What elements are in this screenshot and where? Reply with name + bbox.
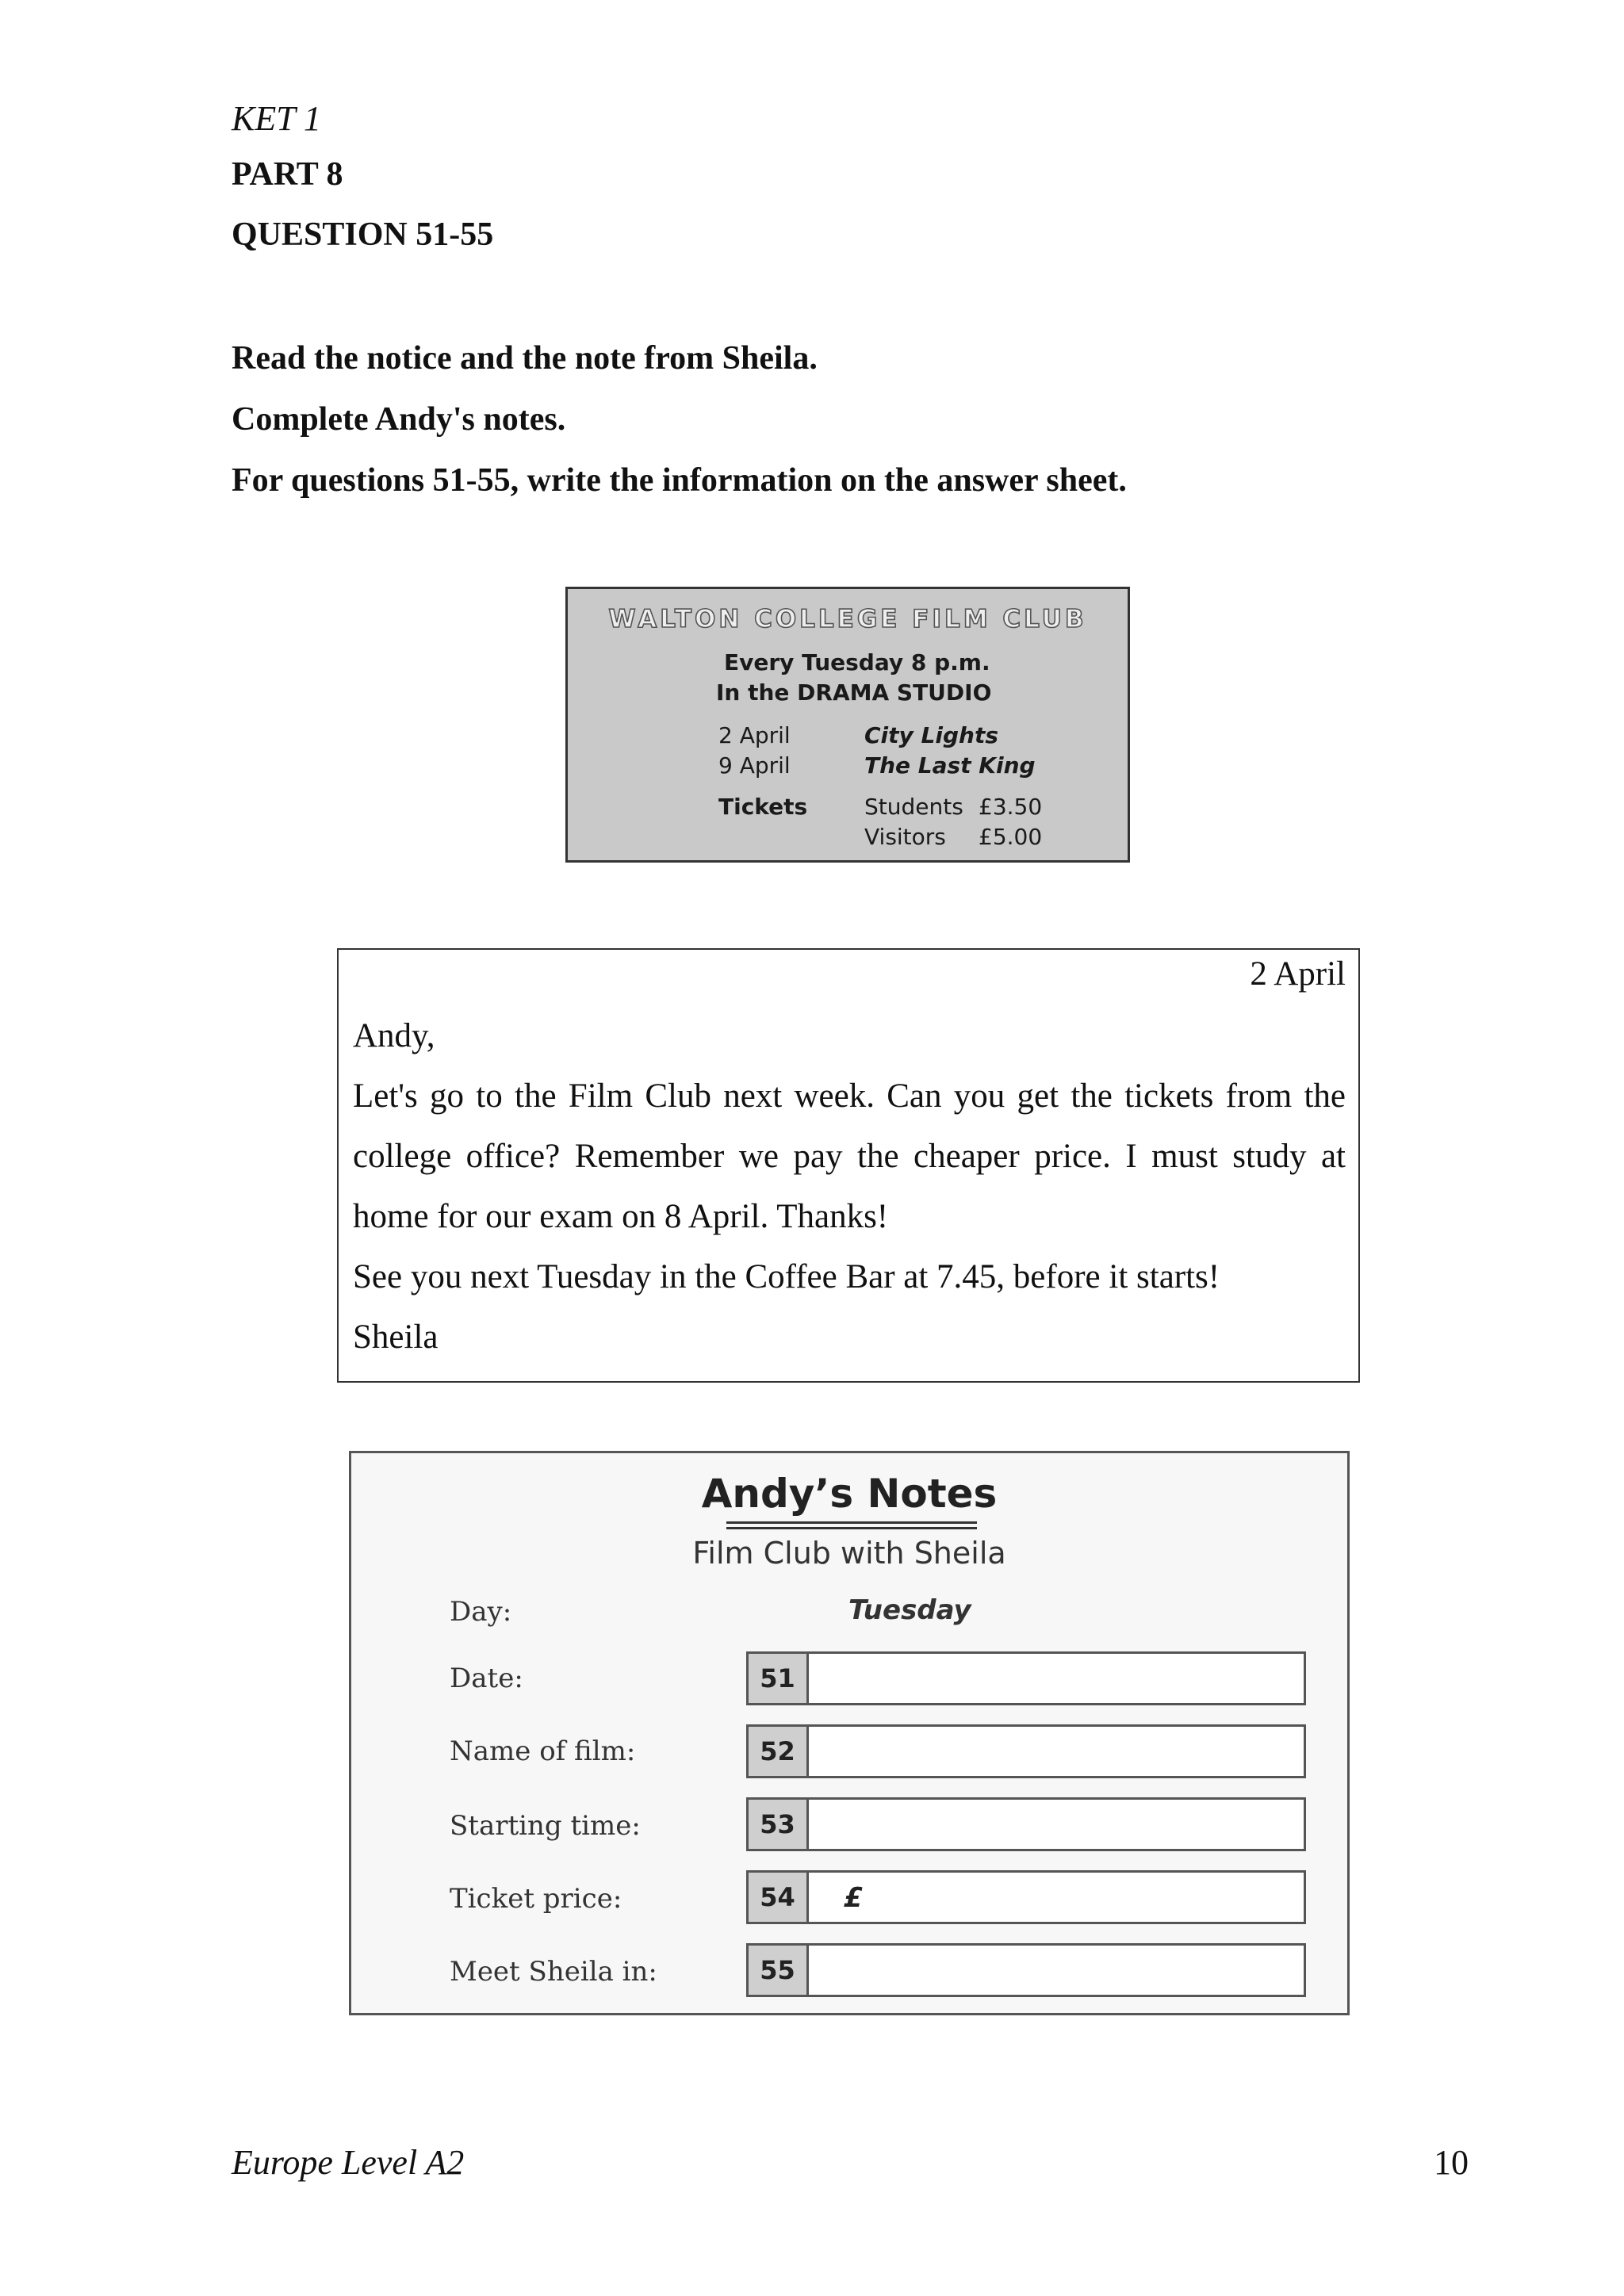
title-underline — [726, 1527, 977, 1529]
field-label-ticket-price: Ticket price: — [450, 1883, 622, 1915]
day-label: Day: — [450, 1596, 512, 1628]
notice-price-group: Students — [864, 794, 963, 820]
exam-title: KET 1 — [232, 99, 321, 138]
footer-level: Europe Level A2 — [232, 2143, 465, 2182]
pound-prefix: £ — [844, 1882, 863, 1914]
page-number: 10 — [1434, 2143, 1469, 2182]
notice-venue: In the DRAMA STUDIO — [716, 679, 992, 706]
field-label-film-name: Name of film: — [450, 1735, 636, 1767]
sheila-note — [337, 948, 1360, 1383]
notice-price-group: Visitors — [864, 824, 946, 850]
question-number: 53 — [749, 1800, 809, 1849]
question-number: 55 — [749, 1946, 809, 1995]
answer-field-54[interactable] — [746, 1870, 1306, 1924]
instruction-complete: Complete Andy's notes. — [232, 401, 566, 438]
day-value: Tuesday — [848, 1594, 971, 1626]
answer-field-55[interactable] — [746, 1943, 1306, 1997]
instruction-read: Read the notice and the note from Sheila. — [232, 340, 818, 377]
form-title: Andy’s Notes — [701, 1471, 998, 1517]
title-underline — [726, 1521, 977, 1524]
question-range: QUESTION 51-55 — [232, 216, 494, 253]
field-label-starting-time: Starting time: — [450, 1810, 641, 1842]
question-number: 52 — [749, 1727, 809, 1776]
notice-film-title: The Last King — [864, 752, 1036, 779]
note-body-line: Let's go to the Film Club next week. Can you get the tickets from the — [353, 1077, 1346, 1115]
notice-film-date: 2 April — [718, 722, 791, 748]
field-label-meet-place: Meet Sheila in: — [450, 1956, 657, 1988]
question-number: 54 — [749, 1873, 809, 1922]
andys-notes-form — [349, 1451, 1350, 2015]
note-greeting: Andy, — [353, 1017, 435, 1054]
notice-tickets-label: Tickets — [718, 794, 808, 820]
notice-film-title: City Lights — [864, 722, 998, 748]
film-club-notice — [565, 587, 1130, 863]
form-subtitle: Film Club with Sheila — [692, 1536, 1006, 1571]
note-body-line: See you next Tuesday in the Coffee Bar at 7.45, before it starts! — [353, 1258, 1220, 1295]
note-body-line: college office? Remember we pay the cheaper price. I must study at — [353, 1138, 1346, 1175]
notice-price: £3.50 — [979, 794, 1043, 820]
part-heading: PART 8 — [232, 156, 343, 193]
notice-price: £5.00 — [979, 824, 1043, 850]
instruction-answer-sheet: For questions 51-55, write the information on the answer sheet. — [232, 462, 1127, 499]
notice-schedule: Every Tuesday 8 p.m. — [724, 649, 990, 675]
note-body-line: home for our exam on 8 April. Thanks! — [353, 1198, 889, 1235]
answer-field-52[interactable] — [746, 1724, 1306, 1778]
note-signature: Sheila — [353, 1318, 439, 1356]
answer-field-53[interactable] — [746, 1797, 1306, 1851]
question-number: 51 — [749, 1654, 809, 1703]
answer-field-51[interactable] — [746, 1651, 1306, 1705]
notice-film-date: 9 April — [718, 752, 791, 779]
field-label-date: Date: — [450, 1663, 523, 1694]
note-date: 2 April — [1250, 955, 1346, 993]
notice-title: WALTON COLLEGE FILM CLUB — [608, 605, 1087, 633]
